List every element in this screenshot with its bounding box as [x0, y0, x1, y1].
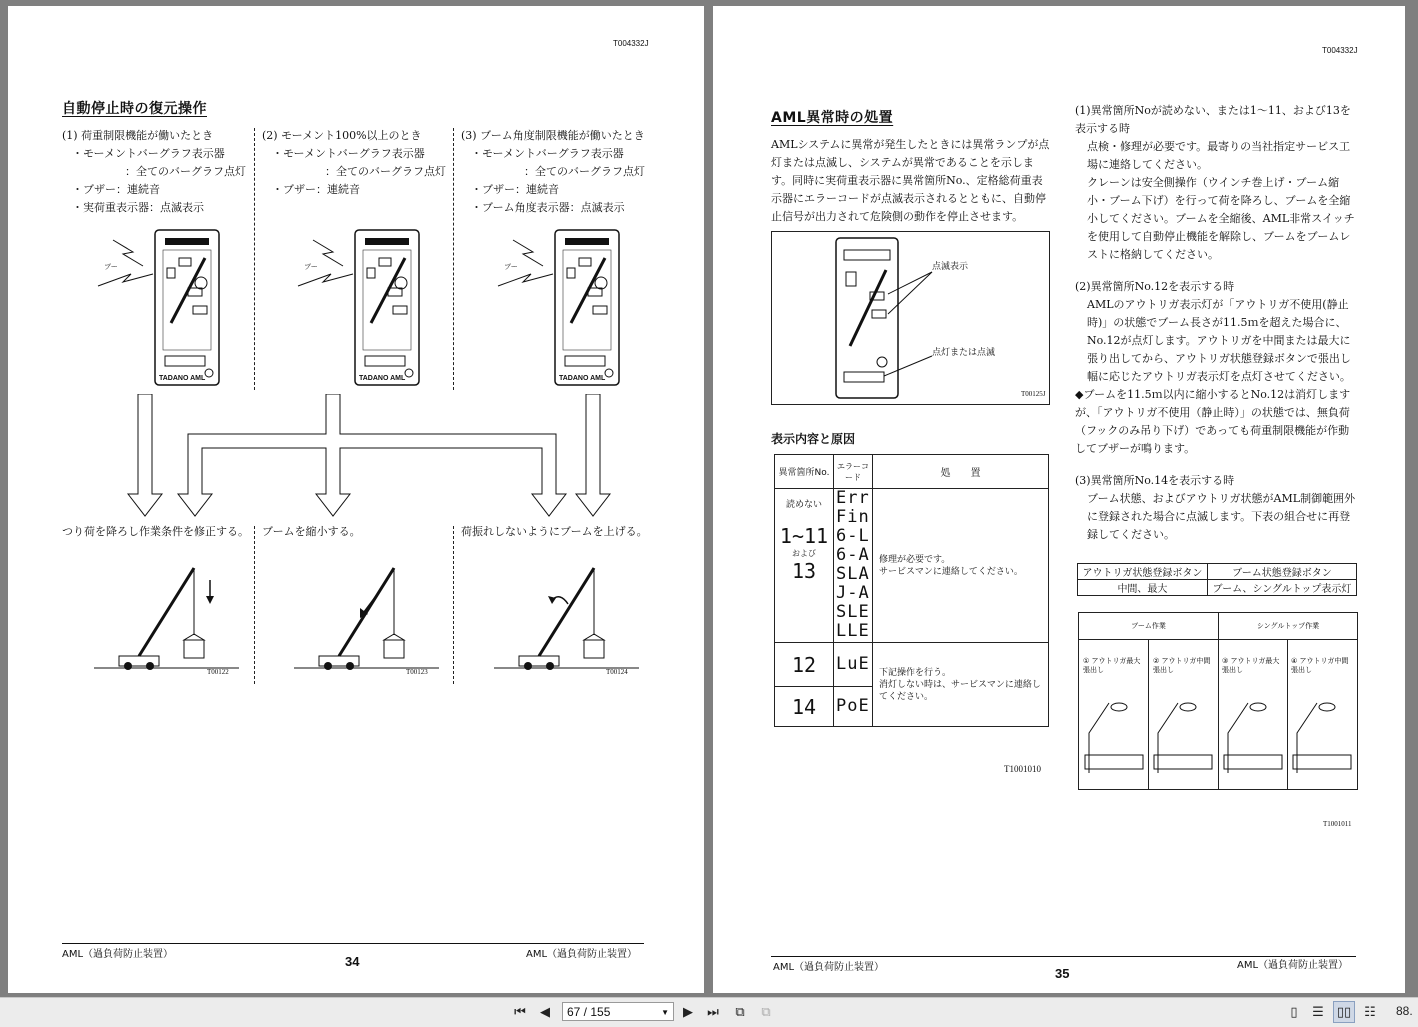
- col-header-no: 異常箇所No.: [775, 455, 834, 489]
- reg-cell-label: ② アウトリガ中間張出し: [1153, 657, 1211, 674]
- first-page-button[interactable]: [509, 1001, 531, 1023]
- reg-header: ブーム状態登録ボタン: [1207, 564, 1356, 580]
- footer-left: AML（過負荷防止装置）: [62, 949, 174, 960]
- crane-illustration: [94, 562, 244, 674]
- buzzer-label: ブー: [504, 263, 518, 271]
- error-code: SLA: [836, 564, 870, 584]
- callout-lit-or-blink: 点灯または点滅: [932, 348, 996, 358]
- col-header-code: エラーコード: [834, 455, 873, 489]
- single-page-icon: ▯: [1290, 1004, 1298, 1020]
- registration-figure: [1078, 612, 1358, 790]
- aml-panel-illustration: [293, 228, 433, 388]
- section-paragraph: 点検・修理が必要です。最寄りの当社指定サービス工場に連絡してください。: [1087, 140, 1351, 171]
- previous-page-button[interactable]: [534, 1001, 556, 1023]
- error-code: SLE: [836, 602, 870, 622]
- column-divider: [453, 526, 454, 684]
- case-item: ：全てのバーグラフ点灯: [314, 165, 446, 178]
- case-heading: (2) モーメント100%以上のとき: [262, 129, 422, 142]
- crane-illustration: [294, 562, 444, 674]
- case-item: ・ブーム角度表示器：点滅表示: [471, 201, 625, 214]
- error-table: [774, 454, 1049, 727]
- case-item: ・モーメントバーグラフ表示器: [471, 147, 624, 160]
- row-no: 12: [791, 652, 817, 677]
- table-row: [775, 643, 1049, 687]
- case-3: [461, 127, 661, 217]
- left-page: [8, 6, 704, 993]
- group-single-top: シングルトップ作業: [1219, 613, 1357, 640]
- figure-code: T00123: [406, 668, 428, 676]
- viewer-toolbar: [0, 997, 1418, 1027]
- page-number: 35: [1055, 966, 1070, 981]
- page-number: 34: [345, 954, 360, 969]
- intro-paragraph: AMLシステムに異常が発生したときには異常ランプが点灯または点滅し、システムが異常であることを示します。同時に実荷重表示器に異常箇所No.、定格総荷重表示器にエラーコードが点滅表示されるとともに、自動停止信号が出力されて危険側の動作を停止させます。: [771, 138, 1050, 223]
- reg-cell-label: ① アウトリガ最大張出し: [1083, 657, 1141, 674]
- page-indicator: 67 / 155: [567, 1005, 611, 1019]
- row-no-and: および: [792, 549, 816, 558]
- column-divider: [254, 526, 255, 684]
- error-code: 6-A: [836, 545, 870, 565]
- right-page: [713, 6, 1405, 993]
- column-divider: [254, 128, 255, 390]
- section-heading: (3)異常箇所No.14を表示する時: [1075, 474, 1235, 487]
- column-divider: [453, 128, 454, 390]
- panel-brand: TADANO AML: [159, 375, 206, 382]
- two-page-continuous-icon: ☷: [1364, 1004, 1376, 1020]
- page-number-input[interactable]: [562, 1002, 674, 1021]
- table-code: T1001010: [1004, 764, 1041, 774]
- table-title: 表示内容と原因: [771, 432, 856, 446]
- case-item: ：全てのバーグラフ点灯: [114, 165, 246, 178]
- row-no-13: 13: [791, 559, 817, 583]
- next-page-icon: ▶: [683, 1004, 693, 1020]
- instruction-column: [1075, 102, 1360, 544]
- figure-code: T00125J: [1021, 390, 1046, 398]
- table-row: [775, 489, 1049, 643]
- error-code: Err: [836, 488, 870, 508]
- last-page-button[interactable]: [702, 1001, 724, 1023]
- aml-panel-illustration: [93, 228, 233, 388]
- case-1: [62, 127, 252, 217]
- copy-page-button[interactable]: [729, 1001, 751, 1023]
- case-item: ・モーメントバーグラフ表示器: [72, 147, 225, 160]
- section-paragraph: AMLのアウトリガ表示灯が「アウトリガ不使用(静止時)」の状態でブーム長さが11.5ｍを超えた場合に、No.12が点灯します。アウトリガを中間または最大に張り出してから、アウトリガ状態登録ボタンで張出し幅に応じたアウトリガ表示灯を点灯させてください。: [1087, 298, 1351, 383]
- error-code: 6-L: [836, 526, 870, 546]
- buzzer-label: ブー: [104, 263, 118, 271]
- paste-page-button[interactable]: [755, 1001, 777, 1023]
- footer-right: AML（過負荷防止装置）: [1237, 960, 1349, 971]
- single-page-view-button[interactable]: [1283, 1001, 1305, 1023]
- reg-header: アウトリガ状態登録ボタン: [1078, 564, 1208, 580]
- section-paragraph: クレーンは安全側操作（ウインチ巻上げ・ブーム縮小・ブーム下げ）を行って荷を降ろし、ブームを全縮小してください。ブームを全縮後、AML非常スイッチを使用して自動停止機能を解除し、ブームをブームレストに格納してください。: [1087, 176, 1355, 261]
- two-page-view-button[interactable]: [1333, 1001, 1355, 1023]
- crane-illustration: [494, 562, 644, 674]
- action-text: つり荷を降ろし作業条件を修正する。: [62, 525, 249, 538]
- error-code: LLE: [836, 621, 870, 641]
- section-heading: (1)異常箇所Noが読めない、または1～11、および13を表示する時: [1075, 104, 1351, 135]
- continuous-icon: ☰: [1312, 1004, 1324, 1020]
- footer-rule: [62, 943, 644, 944]
- case-2: [262, 127, 452, 199]
- aml-panel-illustration: [493, 228, 633, 388]
- case-item: ・ブザー：連続音: [272, 183, 360, 196]
- chevron-down-icon: ▼: [661, 1008, 669, 1017]
- zoom-level[interactable]: 88.: [1396, 1004, 1413, 1018]
- first-page-icon: ⏮: [514, 1004, 526, 1020]
- row-no: 読めない: [785, 500, 822, 510]
- callout-blink: 点滅表示: [932, 262, 969, 272]
- section-heading: (2)異常箇所No.12を表示する時: [1075, 280, 1235, 293]
- registration-table: [1077, 563, 1357, 596]
- flow-arrows: [118, 394, 618, 519]
- case-item: ・ブザー：連続音: [72, 183, 160, 196]
- error-code: PoE: [836, 696, 870, 716]
- button-press-illustrations: [1079, 693, 1357, 787]
- footer-left: AML（過負荷防止装置）: [773, 962, 885, 973]
- case-item: ・実荷重表示器：点滅表示: [72, 201, 204, 214]
- page-title: 自動停止時の復元操作: [62, 101, 207, 117]
- figure-code: T1001011: [1323, 820, 1352, 828]
- figure-code: T00124: [606, 668, 628, 676]
- row-action: 修理が必要です。 サービスマンに連絡してください。: [879, 554, 1023, 577]
- case-item: ・モーメントバーグラフ表示器: [272, 147, 425, 160]
- error-code: LuE: [836, 654, 870, 674]
- action-text: 荷振れしないようにブームを上げる。: [461, 525, 648, 538]
- error-code: J-A: [836, 583, 870, 603]
- row-no-range: 1~11: [779, 524, 829, 548]
- footer-right: AML（過負荷防止装置）: [526, 949, 638, 960]
- row-action: 下記操作を行う。 消灯しない時は、サービスマンに連絡してください。: [879, 667, 1041, 702]
- section-paragraph: ◆ブームを11.5ｍ以内に縮小するとNo.12は消灯しますが、「アウトリガ不使用（静止時）」の状態では、無負荷（フックのみ吊り下げ）であっても荷重制限機能が作動してブザーが鳴ります。: [1075, 388, 1351, 455]
- case-heading: (3) ブーム角度制限機能が働いたとき: [461, 129, 645, 142]
- copy-icon: ⧉: [735, 1004, 745, 1020]
- panel-brand: TADANO AML: [359, 375, 406, 382]
- paste-icon: ⧉: [761, 1004, 771, 1020]
- reg-cell: 中間、最大: [1078, 580, 1208, 596]
- error-code: Fin: [836, 507, 870, 527]
- page-title: AML異常時の処置: [771, 110, 894, 126]
- reg-cell-label: ④ アウトリガ中間張出し: [1291, 657, 1349, 674]
- doc-id: T004332J: [613, 39, 649, 48]
- panel-brand: TADANO AML: [559, 375, 606, 382]
- next-page-button[interactable]: [677, 1001, 699, 1023]
- case-heading: (1) 荷重制限機能が働いたとき: [62, 129, 214, 142]
- panel-figure: [771, 231, 1050, 405]
- case-item: ・ブザー：連続音: [471, 183, 559, 196]
- case-item: ：全てのバーグラフ点灯: [513, 165, 645, 178]
- two-page-icon: ▯▯: [1336, 1004, 1352, 1020]
- row-no: 14: [791, 694, 817, 719]
- buzzer-label: ブー: [304, 263, 318, 271]
- section-paragraph: ブーム状態、およびアウトリガ状態がAML制御範囲外に登録された場合に点滅します。下表の組合せに再登録してください。: [1087, 492, 1356, 541]
- last-page-icon: ⏭: [707, 1004, 719, 1020]
- two-page-continuous-button[interactable]: [1359, 1001, 1381, 1023]
- previous-page-icon: ◀: [540, 1004, 550, 1020]
- continuous-view-button[interactable]: [1307, 1001, 1329, 1023]
- group-boom: ブーム作業: [1079, 613, 1219, 640]
- reg-cell-label: ③ アウトリガ最大張出し: [1222, 657, 1280, 674]
- doc-id: T004332J: [1322, 46, 1358, 55]
- action-text: ブームを縮小する。: [262, 525, 361, 538]
- reg-cell: ブーム、シングルトップ表示灯: [1207, 580, 1356, 596]
- col-header-action: 処 置: [873, 455, 1049, 489]
- figure-code: T00122: [207, 668, 229, 676]
